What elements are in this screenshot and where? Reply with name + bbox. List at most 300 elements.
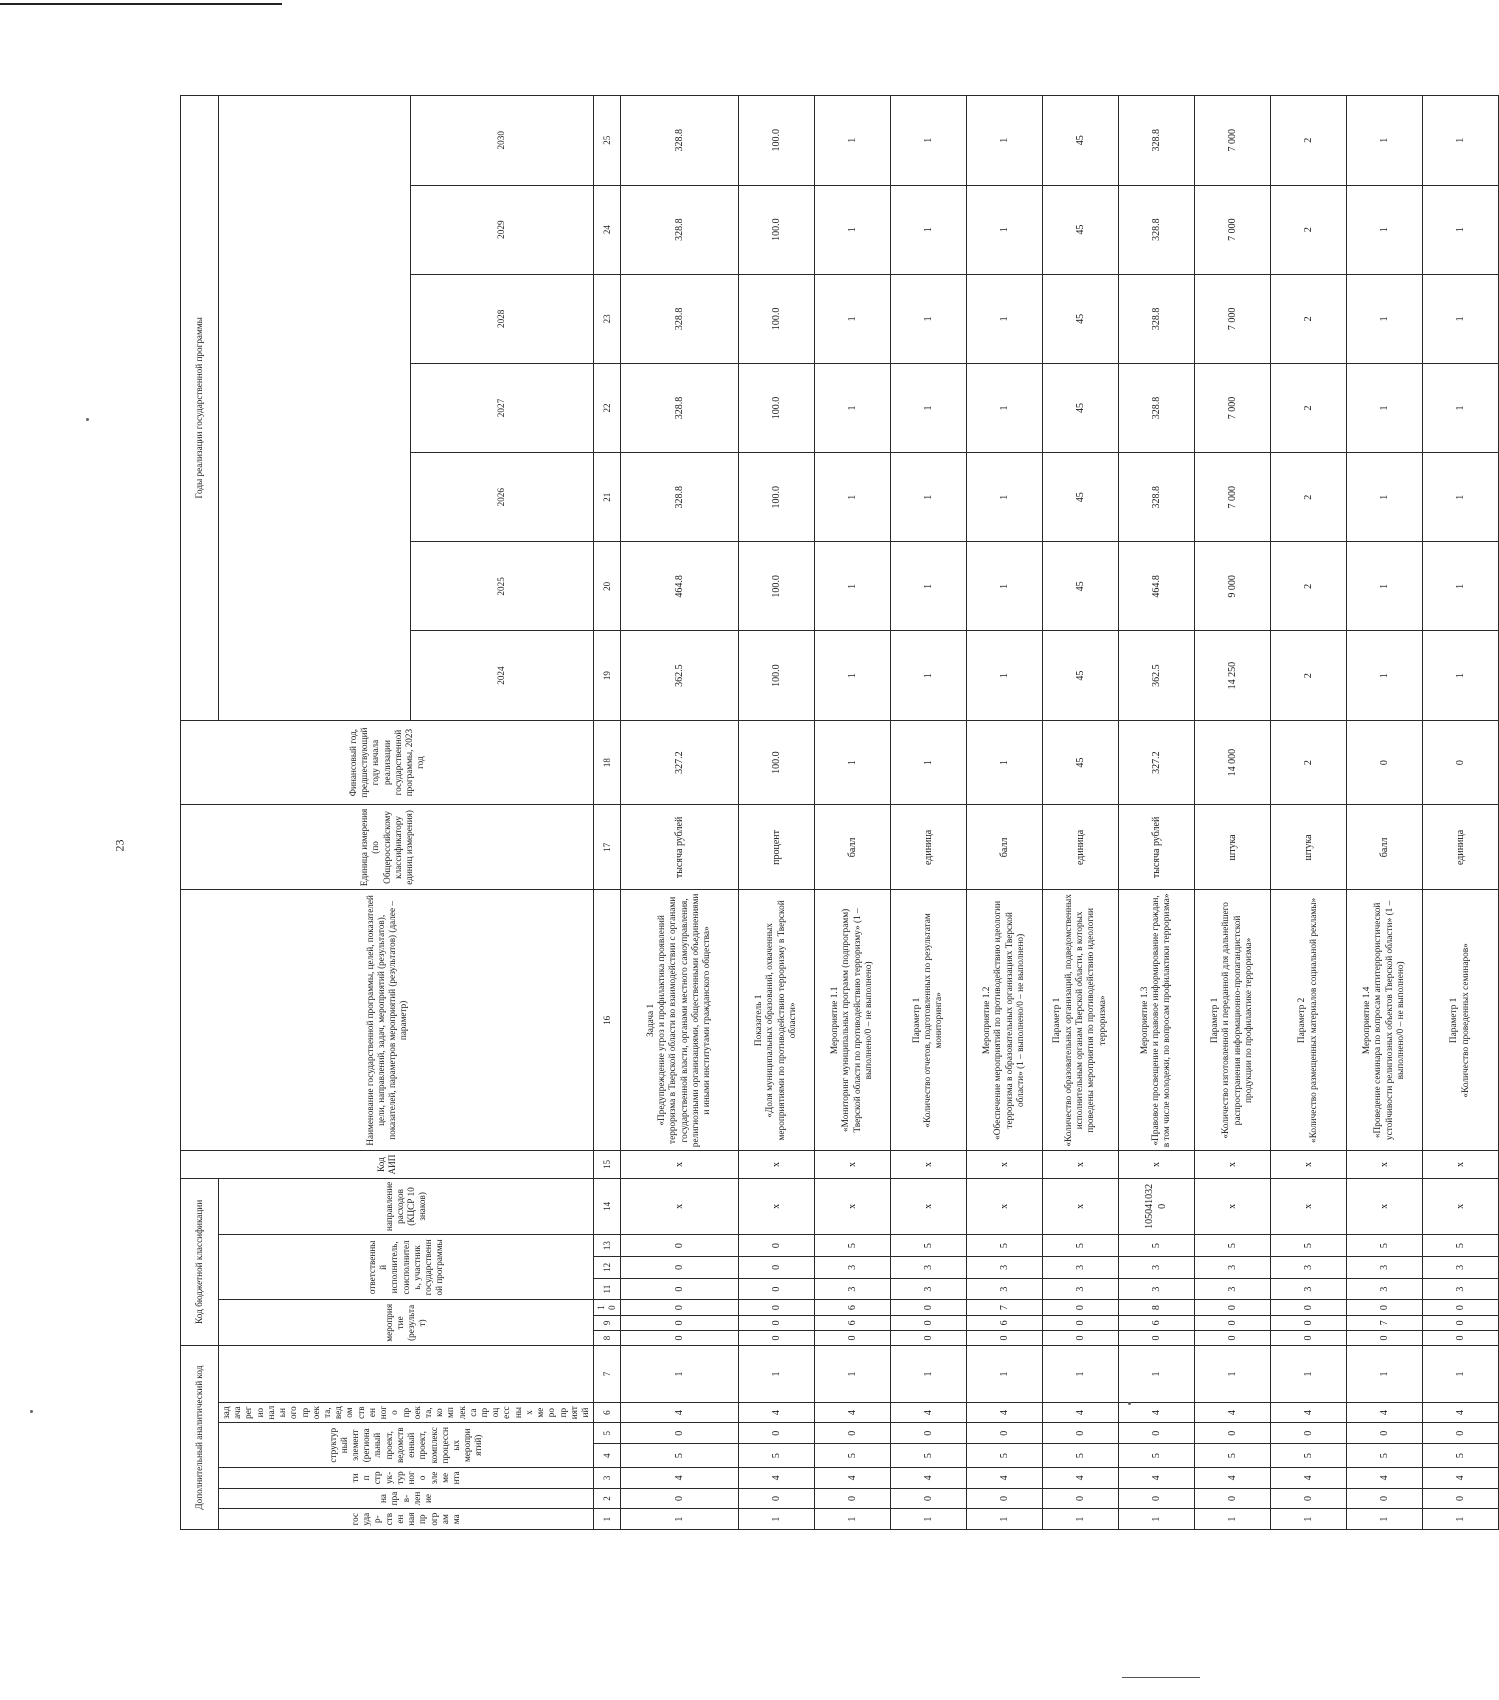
column-number: 23	[594, 274, 621, 363]
code-cell-c9: 7	[1347, 1315, 1423, 1330]
year-value-2024: 1	[1423, 631, 1499, 720]
unit-cell: штука	[1195, 805, 1271, 890]
year-value-2027: 1	[891, 363, 967, 452]
code-cell-c12: 3	[891, 1256, 967, 1278]
year-header: 2029	[410, 185, 594, 274]
year-value-2030: 1	[891, 96, 967, 186]
year-header: 2026	[410, 453, 594, 542]
code-cell-c9: 0	[891, 1315, 967, 1330]
year-value-2026: 328.8	[1119, 453, 1195, 542]
code-cell-c8: 0	[967, 1330, 1043, 1345]
column-number: 2	[594, 1488, 621, 1509]
item-title: Параметр 1	[1449, 997, 1460, 1044]
code-cell-c4: 5	[1119, 1444, 1195, 1468]
program-table	[180, 95, 1499, 1530]
code-cell-c1: 1	[621, 1509, 739, 1530]
code-cell-c4: 5	[1347, 1444, 1423, 1468]
year-header: 2025	[410, 542, 594, 631]
base-year-value: 1	[815, 720, 891, 805]
code-cell-c9: 0	[1195, 1315, 1271, 1330]
executor-header: ответственный исполнитель, соисполнитель, участник государственной программы	[219, 1235, 594, 1300]
code-cell-c15: х	[815, 1151, 891, 1178]
code-cell-c4: 5	[621, 1444, 739, 1468]
code-cell-c12: 3	[1271, 1256, 1347, 1278]
code-cell-c15: х	[621, 1151, 739, 1178]
year-value-2026: 1	[967, 453, 1043, 542]
code-cell-c4: 5	[739, 1444, 815, 1468]
additional-code-header: Дополнительный аналитический код	[181, 1346, 219, 1530]
code-cell-c13: 0	[739, 1235, 815, 1257]
year-value-2025: 464.8	[1119, 542, 1195, 631]
code-cell-c13: 0	[621, 1235, 739, 1257]
code-cell-c2: 0	[1043, 1488, 1119, 1509]
code-cell-c3: 4	[739, 1468, 815, 1489]
code-cell-c4: 5	[1043, 1444, 1119, 1468]
base-year-value: 0	[1423, 720, 1499, 805]
code-cell-c11: 3	[1195, 1278, 1271, 1300]
code-cell-c13: 5	[1043, 1235, 1119, 1257]
year-value-2029: 1	[1423, 185, 1499, 274]
base-year-value: 2	[1271, 720, 1347, 805]
column-number: 13	[594, 1235, 621, 1257]
year-value-2024: 100.0	[739, 631, 815, 720]
item-title: Мероприятие 1.3	[1139, 986, 1150, 1055]
year-value-2028: 2	[1271, 274, 1347, 363]
base-year-value: 327.2	[1119, 720, 1195, 805]
event-header: мероприятие (результат)	[219, 1300, 594, 1346]
column-number: 17	[594, 805, 621, 890]
code-cell-c14: х	[1423, 1178, 1499, 1235]
code-cell-c2: 0	[1195, 1488, 1271, 1509]
table-row	[1195, 96, 1271, 1530]
top-rule	[0, 3, 282, 5]
code-cell-c5: 0	[739, 1423, 815, 1444]
item-text: «Количество проведенных семинаров»	[1460, 943, 1471, 1098]
code-cell-c10: 0	[1347, 1300, 1423, 1315]
item-title: Параметр 1	[911, 997, 922, 1044]
year-value-2024: 14 250	[1195, 631, 1271, 720]
code-cell-c12: 3	[1423, 1256, 1499, 1278]
description-cell	[1043, 890, 1119, 1151]
code-cell-c8: 0	[1423, 1330, 1499, 1345]
year-value-2024: 1	[967, 631, 1043, 720]
base-year-value: 100.0	[739, 720, 815, 805]
year-value-2029: 1	[891, 185, 967, 274]
code-cell-c3: 4	[815, 1468, 891, 1489]
code-cell-c12: 3	[1043, 1256, 1119, 1278]
code-cell-c2: 0	[621, 1488, 739, 1509]
expense-header: направление расходов (КЦСР 10 знаков)	[219, 1178, 594, 1235]
year-value-2030: 1	[1423, 96, 1499, 186]
item-title: Параметр 1	[1210, 997, 1220, 1044]
code-cell-c8: 0	[621, 1330, 739, 1345]
unit-cell: тысяча рублей	[1119, 805, 1195, 890]
code-cell-c5: 0	[967, 1423, 1043, 1444]
budget-code-header: Код бюджетной классификации	[181, 1178, 219, 1346]
code-cell-c7: 1	[739, 1346, 815, 1403]
code-cell-c3: 4	[1271, 1468, 1347, 1489]
code-cell-c2: 0	[1423, 1488, 1499, 1509]
code-cell-c3: 4	[1043, 1468, 1119, 1489]
year-value-2025: 45	[1043, 542, 1119, 631]
direction-header: направ-ление	[219, 1488, 594, 1509]
year-value-2025: 2	[1271, 542, 1347, 631]
code-cell-c15: х	[1271, 1151, 1347, 1178]
code-cell-c11: 0	[739, 1278, 815, 1300]
base-year-header: Финансовый год, предшествующий году начала реализации государственной программы, 2023 год	[181, 720, 594, 805]
item-text: «Количество размещенных материалов социальной рекламы»	[1308, 897, 1319, 1143]
year-value-2029: 100.0	[739, 185, 815, 274]
year-value-2028: 1	[1423, 274, 1499, 363]
code-cell-c10: 0	[1043, 1300, 1119, 1315]
description-cell	[1119, 890, 1195, 1151]
year-value-2028: 1	[891, 274, 967, 363]
year-value-2029: 7 000	[1195, 185, 1271, 274]
code-cell-c11: 3	[891, 1278, 967, 1300]
code-cell-c10: 0	[739, 1300, 815, 1315]
code-cell-c14: 1050410320	[1119, 1178, 1195, 1235]
code-cell-c1: 1	[1271, 1509, 1347, 1530]
year-value-2028: 100.0	[739, 274, 815, 363]
item-title: Мероприятие 1.2	[982, 986, 992, 1055]
code-cell-c12: 3	[967, 1256, 1043, 1278]
year-value-2025: 9 000	[1195, 542, 1271, 631]
code-cell-c8: 0	[739, 1330, 815, 1345]
table-row	[1271, 96, 1347, 1530]
year-value-2028: 328.8	[621, 274, 739, 363]
code-cell-c4: 5	[967, 1444, 1043, 1468]
table-row	[1043, 96, 1119, 1530]
code-cell-c15: х	[1423, 1151, 1499, 1178]
code-cell-c14: х	[1195, 1178, 1271, 1235]
year-value-2028: 328.8	[1119, 274, 1195, 363]
scan-speck	[30, 1410, 33, 1413]
year-value-2025: 1	[1347, 542, 1423, 631]
year-value-2025: 464.8	[621, 542, 739, 631]
code-cell-c2: 0	[739, 1488, 815, 1509]
year-value-2025: 1	[1423, 542, 1499, 631]
rotated-table-wrapper	[180, 95, 1471, 1530]
unit-cell: штука	[1271, 805, 1347, 890]
description-cell	[891, 890, 967, 1151]
year-value-2026: 1	[815, 453, 891, 542]
code-cell-c14: х	[739, 1178, 815, 1235]
code-cell-c9: 0	[621, 1315, 739, 1330]
code-cell-c8: 0	[1195, 1330, 1271, 1345]
column-number: 21	[594, 453, 621, 542]
code-cell-c2: 0	[815, 1488, 891, 1509]
code-cell-c14: х	[891, 1178, 967, 1235]
unit-cell: процент	[739, 805, 815, 890]
code-cell-c10: 0	[621, 1300, 739, 1315]
column-number: 16	[594, 890, 621, 1151]
code-cell-c5: 0	[621, 1423, 739, 1444]
code-cell-c10: 0	[891, 1300, 967, 1315]
item-text: «Мониторинг муниципальных программ (подпрограмм) Тверской области по противодействию терроризму» (1 – выполнено/0 – не выполнено)	[841, 908, 874, 1133]
column-number: 24	[594, 185, 621, 274]
base-year-value: 45	[1043, 720, 1119, 805]
year-value-2025: 100.0	[739, 542, 815, 631]
year-value-2029: 328.8	[621, 185, 739, 274]
table-row	[815, 96, 891, 1530]
code-cell-c6: 4	[1195, 1402, 1271, 1423]
column-number: 1	[594, 1509, 621, 1530]
code-cell-c11: 3	[1271, 1278, 1347, 1300]
code-cell-c4: 5	[815, 1444, 891, 1468]
code-cell-c11: 3	[967, 1278, 1043, 1300]
year-value-2028: 7 000	[1195, 274, 1271, 363]
code-cell-c11: 3	[815, 1278, 891, 1300]
year-value-2028: 45	[1043, 274, 1119, 363]
year-value-2030: 1	[1347, 96, 1423, 186]
description-cell	[1423, 890, 1499, 1151]
year-value-2026: 7 000	[1195, 453, 1271, 542]
item-text: «Количество изготовленной и переданной для дальнейшего распространения информационно-пропагандистской продукции по профилактике терроризма»	[1221, 902, 1254, 1139]
year-value-2024: 45	[1043, 631, 1119, 720]
year-value-2029: 1	[815, 185, 891, 274]
column-number: 12	[594, 1256, 621, 1278]
code-cell-c6: 4	[967, 1402, 1043, 1423]
code-cell-c13: 5	[1347, 1235, 1423, 1257]
column-number: 18	[594, 720, 621, 805]
code-cell-c2: 0	[891, 1488, 967, 1509]
year-header: 2024	[410, 631, 594, 720]
description-cell	[1347, 890, 1423, 1151]
unit-cell: балл	[1347, 805, 1423, 890]
column-number: 20	[594, 542, 621, 631]
description-cell	[739, 890, 815, 1151]
code-cell-c12: 3	[1347, 1256, 1423, 1278]
year-value-2026: 328.8	[621, 453, 739, 542]
code-cell-c1: 1	[739, 1509, 815, 1530]
description-cell	[967, 890, 1043, 1151]
item-text: «Доля муниципальных образований, охваченных мероприятиями по противодействию терроризму в Тверской области»	[765, 900, 798, 1141]
code-cell-c13: 5	[1195, 1235, 1271, 1257]
year-value-2024: 1	[891, 631, 967, 720]
code-cell-c12: 0	[739, 1256, 815, 1278]
element-type-header: тип струк-турного элемента	[219, 1468, 594, 1489]
code-cell-c4: 5	[1423, 1444, 1499, 1468]
year-value-2027: 328.8	[621, 363, 739, 452]
code-cell-c6: 4	[891, 1402, 967, 1423]
item-title: Показатель 1	[754, 994, 764, 1047]
code-cell-c1: 1	[1043, 1509, 1119, 1530]
code-cell-c5: 0	[891, 1423, 967, 1444]
code-cell-c12: 3	[815, 1256, 891, 1278]
code-cell-c3: 4	[967, 1468, 1043, 1489]
table-row	[1423, 96, 1499, 1530]
year-value-2027: 1	[1347, 363, 1423, 452]
code-cell-c10: 0	[1423, 1300, 1499, 1315]
name-header: Наименование государственной программы, целей, показателей цели, направлений, задач, мероприятий (результатов), показателей, параметров мероприятий (результатов) (далее – параметр)	[181, 890, 594, 1151]
code-cell-c1: 1	[1423, 1509, 1499, 1530]
code-cell-c8: 0	[1119, 1330, 1195, 1345]
code-cell-c7: 1	[891, 1346, 967, 1403]
code-cell-c1: 1	[1119, 1509, 1195, 1530]
page-number: 23	[112, 839, 127, 852]
code-cell-c3: 4	[1423, 1468, 1499, 1489]
code-cell-c9: 6	[1119, 1315, 1195, 1330]
code-cell-c9: 6	[967, 1315, 1043, 1330]
year-value-2027: 1	[967, 363, 1043, 452]
year-value-2024: 362.5	[1119, 631, 1195, 720]
year-value-2026: 1	[1423, 453, 1499, 542]
code-cell-c1: 1	[1347, 1509, 1423, 1530]
code-cell-c4: 5	[1271, 1444, 1347, 1468]
code-cell-c7: 1	[1347, 1346, 1423, 1403]
column-number: 19	[594, 631, 621, 720]
code-cell-c8: 0	[1347, 1330, 1423, 1345]
code-cell-c13: 5	[891, 1235, 967, 1257]
code-cell-c5: 0	[1271, 1423, 1347, 1444]
year-value-2028: 1	[1347, 274, 1423, 363]
code-cell-c7: 1	[1043, 1346, 1119, 1403]
year-value-2028: 1	[815, 274, 891, 363]
code-cell-c4: 5	[1195, 1444, 1271, 1468]
year-value-2027: 2	[1271, 363, 1347, 452]
year-value-2026: 1	[891, 453, 967, 542]
year-value-2029: 328.8	[1119, 185, 1195, 274]
year-value-2026: 1	[1347, 453, 1423, 542]
code-cell-c14: х	[815, 1178, 891, 1235]
code-cell-c9: 0	[1043, 1315, 1119, 1330]
column-number: 9	[594, 1315, 621, 1330]
code-cell-c3: 4	[1195, 1468, 1271, 1489]
code-cell-c15: х	[1195, 1151, 1271, 1178]
code-cell-c10: 8	[1119, 1300, 1195, 1315]
year-value-2024: 2	[1271, 631, 1347, 720]
code-cell-c2: 0	[1271, 1488, 1347, 1509]
item-text: «Количество отчетов, подготовленных по результатам мониторинга»	[922, 913, 945, 1128]
code-cell-c10: 0	[1195, 1300, 1271, 1315]
year-value-2027: 328.8	[1119, 363, 1195, 452]
code-cell-c3: 4	[621, 1468, 739, 1489]
column-number: 8	[594, 1330, 621, 1345]
code-cell-c8: 0	[891, 1330, 967, 1345]
task-header: задача регионального проекта, ведомственного проекта, комплекса процессных мероприятий	[219, 1402, 594, 1423]
code-cell-c6: 4	[739, 1402, 815, 1423]
year-value-2025: 1	[891, 542, 967, 631]
code-cell-c2: 0	[1347, 1488, 1423, 1509]
year-value-2029: 1	[1347, 185, 1423, 274]
year-value-2027: 1	[1423, 363, 1499, 452]
code-cell-c14: х	[621, 1178, 739, 1235]
code-cell-c10: 7	[967, 1300, 1043, 1315]
scan-speck	[86, 418, 89, 421]
code-cell-c14: х	[1271, 1178, 1347, 1235]
code-cell-c7: 1	[967, 1346, 1043, 1403]
year-value-2029: 45	[1043, 185, 1119, 274]
year-value-2024: 1	[1347, 631, 1423, 720]
year-value-2027: 100.0	[739, 363, 815, 452]
table-row	[621, 96, 739, 1530]
code-cell-c6: 4	[1119, 1402, 1195, 1423]
year-value-2024: 362.5	[621, 631, 739, 720]
code-cell-c15: х	[1347, 1151, 1423, 1178]
code-cell-c13: 5	[1271, 1235, 1347, 1257]
code-cell-c8: 0	[815, 1330, 891, 1345]
table-row	[967, 96, 1043, 1530]
year-value-2030: 45	[1043, 96, 1119, 186]
code-cell-c6: 4	[1043, 1402, 1119, 1423]
table-row	[1347, 96, 1423, 1530]
code-cell-c2: 0	[1119, 1488, 1195, 1509]
description-cell	[815, 890, 891, 1151]
code-cell-c15: х	[1043, 1151, 1119, 1178]
year-value-2028: 1	[967, 274, 1043, 363]
year-value-2030: 100.0	[739, 96, 815, 186]
code-cell-c2: 0	[967, 1488, 1043, 1509]
base-year-value: 0	[1347, 720, 1423, 805]
base-year-value: 14 000	[1195, 720, 1271, 805]
table-row	[891, 96, 967, 1530]
item-title: Задача 1	[645, 1003, 656, 1037]
code-cell-c7: 1	[1195, 1346, 1271, 1403]
year-value-2027: 1	[815, 363, 891, 452]
year-value-2030: 1	[967, 96, 1043, 186]
code-cell-c1: 1	[967, 1509, 1043, 1530]
code-cell-c7: 1	[815, 1346, 891, 1403]
code-cell-c12: 3	[1195, 1256, 1271, 1278]
code-cell-c12: 3	[1119, 1256, 1195, 1278]
code-cell-c6: 4	[1271, 1402, 1347, 1423]
year-header: 2028	[410, 274, 594, 363]
description-cell	[621, 890, 739, 1151]
code-cell-c13: 5	[1423, 1235, 1499, 1257]
year-value-2029: 1	[967, 185, 1043, 274]
column-number: 5	[594, 1423, 621, 1444]
code-cell-c11: 3	[1119, 1278, 1195, 1300]
item-title: Мероприятие 1.1	[830, 986, 840, 1055]
code-cell-c6: 4	[1347, 1402, 1423, 1423]
year-value-2025: 1	[967, 542, 1043, 631]
item-text: «Предупреждение угроз и профилактика проявлений терроризма в Тверской области во взаимодействии с органами государственной власти, органами местного самоуправления, религиозными организациями, общественными объединениями и иными институтами гражданского общества»	[657, 893, 713, 1148]
code-cell-c4: 5	[891, 1444, 967, 1468]
code-cell-c8: 0	[1043, 1330, 1119, 1345]
code-cell-c8: 0	[1271, 1330, 1347, 1345]
unit-cell: балл	[967, 805, 1043, 890]
code-cell-c14: х	[1347, 1178, 1423, 1235]
code-cell-c11: 3	[1347, 1278, 1423, 1300]
structural-element-header: структурный элемент (региональный проект, ведомственный проект, комплекс процессных мероприятий)	[219, 1423, 594, 1468]
year-value-2030: 2	[1271, 96, 1347, 186]
year-value-2030: 7 000	[1195, 96, 1271, 186]
code-cell-c5: 0	[1195, 1423, 1271, 1444]
year-value-2024: 1	[815, 631, 891, 720]
code-cell-c7: 1	[1119, 1346, 1195, 1403]
unit-cell: единица	[1043, 805, 1119, 890]
item-title: Мероприятие 1.4	[1362, 986, 1372, 1055]
code-cell-c13: 5	[815, 1235, 891, 1257]
code-cell-c12: 0	[621, 1256, 739, 1278]
year-value-2026: 45	[1043, 453, 1119, 542]
description-cell	[1195, 890, 1271, 1151]
year-value-2027: 7 000	[1195, 363, 1271, 452]
code-cell-c11: 0	[621, 1278, 739, 1300]
item-text: «Обеспечение мероприятий по противодействию идеологии терроризма в образовательных организациях Тверской области» (1 – выполнено/0 – не выполнено)	[993, 900, 1026, 1140]
year-value-2030: 328.8	[621, 96, 739, 186]
code-cell-c1: 1	[1195, 1509, 1271, 1530]
code-cell-c13: 5	[967, 1235, 1043, 1257]
gov-program-header: государ-ственная программа	[219, 1509, 594, 1530]
year-header: 2027	[410, 363, 594, 452]
code-cell-c3: 4	[891, 1468, 967, 1489]
year-value-2027: 45	[1043, 363, 1119, 452]
code-cell-c14: х	[1043, 1178, 1119, 1235]
code-cell-c10: 0	[1271, 1300, 1347, 1315]
code-cell-c15: х	[891, 1151, 967, 1178]
column-number: 3	[594, 1468, 621, 1489]
